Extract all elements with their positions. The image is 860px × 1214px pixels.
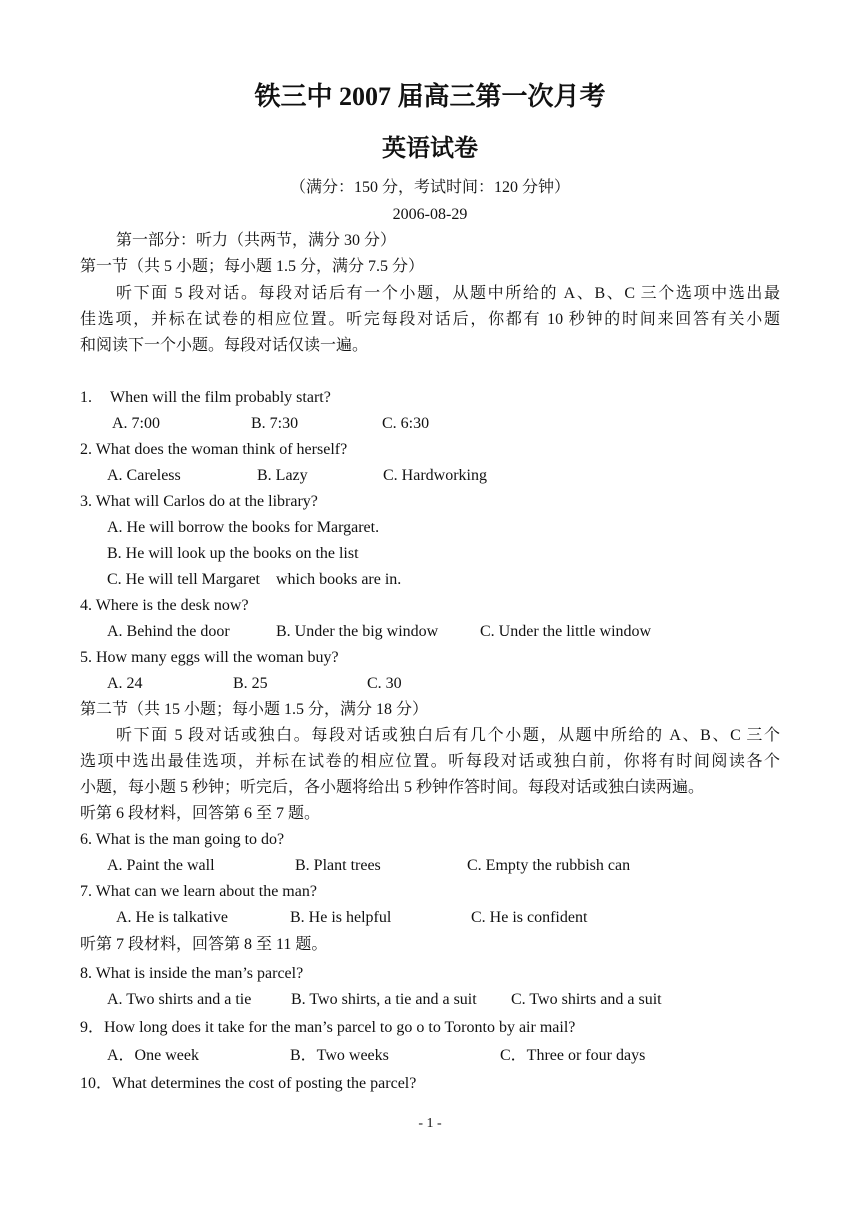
exam-subtitle: 英语试卷 [382, 136, 478, 162]
q8-question: 8. What is inside the man’s parcel? [80, 965, 304, 982]
q10-question: 10．What determines the cost of posting the parcel? [80, 1075, 417, 1092]
score-time-note: （满分：150 分，考试时间：120 分钟） [289, 179, 570, 196]
q2-option-c: C. Hardworking [383, 467, 487, 484]
q6-option-a: A. Paint the wall [107, 857, 215, 874]
q5-option-c: C. 30 [367, 675, 402, 692]
material7-note: 听第 7 段材料，回答第 8 至 11 题。 [80, 936, 328, 953]
q8-option-c: C. Two shirts and a suit [511, 991, 662, 1008]
section1-instruction-line2: 佳选项，并标在试卷的相应位置。听完每段对话后，你都有 10 秒钟的时间来回答有关小题 [80, 311, 780, 328]
part1-heading: 第一部分：听力（共两节，满分 30 分） [116, 232, 397, 249]
q7-question: 7. What can we learn about the man? [80, 883, 317, 900]
q8-option-a: A. Two shirts and a tie [107, 991, 252, 1008]
q5-option-b: B. 25 [233, 675, 268, 692]
section2-instruction-line1: 听下面 5 段对话或独白。每段对话或独白后有几个小题，从题中所给的 A、B、C 三个 [116, 727, 780, 744]
q6-option-b: B. Plant trees [295, 857, 381, 874]
q4-question: 4. Where is the desk now? [80, 597, 249, 614]
section2-instruction-line3: 小题，每小题 5 秒钟；听完后，各小题将给出 5 秒钟作答时间。每段对话或独白读两遍。 [80, 779, 705, 796]
q7-option-c: C. He is confident [471, 909, 588, 926]
q3-option-a: A. He will borrow the books for Margaret. [107, 519, 380, 536]
q9-question: 9．How long does it take for the man’s parcel to go o to Toronto by air mail? [80, 1019, 576, 1036]
q8-option-b: B. Two shirts, a tie and a suit [291, 991, 477, 1008]
q1-option-b: B. 7:30 [251, 415, 299, 432]
section1-heading: 第一节（共 5 小题；每小题 1.5 分，满分 7.5 分） [80, 258, 425, 275]
q4-option-c: C. Under the little window [480, 623, 652, 640]
q9-option-a: A．One week [107, 1047, 199, 1064]
q5-question: 5. How many eggs will the woman buy? [80, 649, 339, 666]
q1-number: 1. [80, 389, 92, 406]
q1-option-a: A. 7:00 [112, 415, 160, 432]
q6-option-c: C. Empty the rubbish can [467, 857, 631, 874]
q2-option-a: A. Careless [107, 467, 181, 484]
material6-note: 听第 6 段材料，回答第 6 至 7 题。 [80, 805, 321, 822]
section1-instruction-line1: 听下面 5 段对话。每段对话后有一个小题，从题中所给的 A、B、C 三个选项中选出最 [116, 285, 780, 302]
q7-option-b: B. He is helpful [290, 909, 392, 926]
q6-question: 6. What is the man going to do? [80, 831, 285, 848]
q5-option-a: A. 24 [107, 675, 143, 692]
q3-option-c: C. He will tell Margaret which books are in. [107, 571, 402, 588]
q1-option-c: C. 6:30 [382, 415, 430, 432]
q7-option-a: A. He is talkative [116, 909, 228, 926]
q4-option-b: B. Under the big window [276, 623, 439, 640]
section2-instruction-line2: 选项中选出最佳选项，并标在试卷的相应位置。听每段对话或独白前，你将有时间阅读各个 [80, 753, 780, 770]
section1-instruction-line3: 和阅读下一个小题。每段对话仅读一遍。 [80, 337, 369, 354]
exam-date: 2006-08-29 [392, 206, 468, 223]
q2-question: 2. What does the woman think of herself? [80, 441, 348, 458]
page-number: - 1 - [418, 1116, 442, 1131]
q2-option-b: B. Lazy [257, 467, 308, 484]
q1-question: When will the film probably start? [110, 389, 331, 406]
q4-option-a: A. Behind the door [107, 623, 230, 640]
exam-title: 铁三中 2007 届高三第一次月考 [254, 82, 606, 111]
q3-question: 3. What will Carlos do at the library? [80, 493, 318, 510]
section2-heading: 第二节（共 15 小题；每小题 1.5 分，满分 18 分） [80, 701, 429, 718]
q3-option-b: B. He will look up the books on the list [107, 545, 359, 562]
q9-option-c: C．Three or four days [500, 1047, 646, 1064]
q9-option-b: B．Two weeks [290, 1047, 389, 1064]
